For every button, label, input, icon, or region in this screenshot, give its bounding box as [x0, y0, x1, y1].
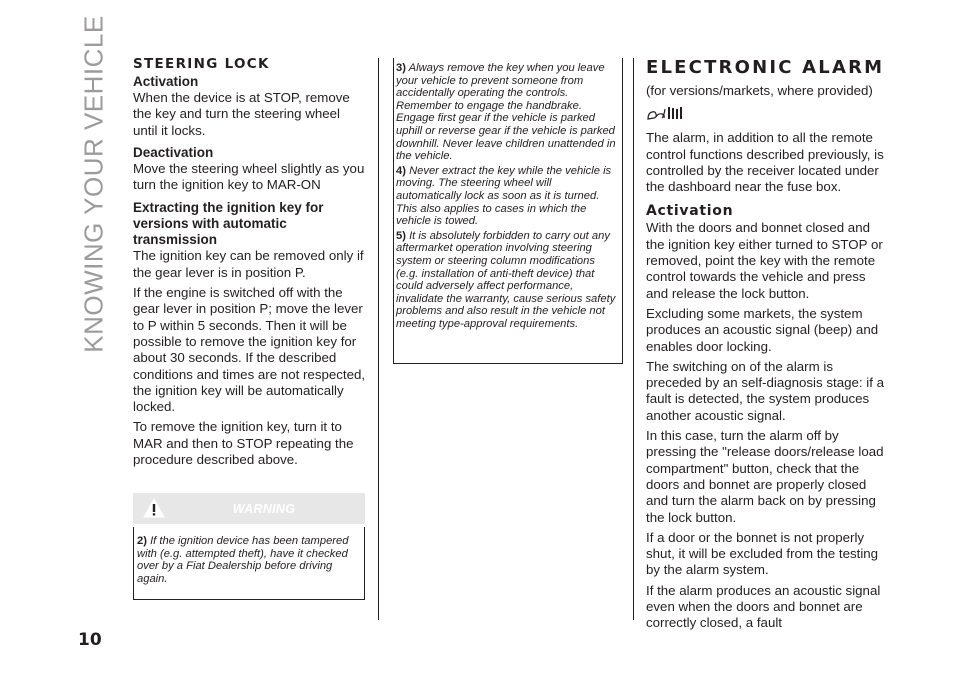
warning-title: WARNING	[232, 502, 296, 516]
warning-header	[133, 493, 365, 524]
note-number: 2)	[137, 535, 147, 547]
electronic-alarm-column	[646, 57, 886, 636]
alarm-sound-icon	[646, 105, 686, 121]
warning-box	[133, 527, 365, 600]
note-number: 4)	[396, 164, 406, 177]
steering-lock-title: STEERING LOCK	[133, 56, 270, 72]
section-title-vertical: KNOWING YOUR VEHICLE	[78, 15, 109, 353]
steering-lock-column	[133, 57, 366, 472]
deactivation-text: Move the steering wheel slightly as you turn the ignition key to MAR-ON	[133, 160, 365, 193]
note-text: Never extract the key while the vehicle is moving. The steering wheel will automatically lock as soon as it is turned. This also applies to cases in which the vehicle is towed.	[396, 164, 612, 228]
paragraph: Excluding some markets, the system produces an acoustic signal (beep) and enables door locking.	[646, 305, 879, 354]
activation-heading: Activation	[133, 74, 199, 89]
notes-column	[393, 60, 621, 332]
paragraph: If the engine is switched off with the gear lever in position P; move the lever to P within 5 seconds. Then it will be possible to remove the ignition key for about 30 seconds. If the described conditions and times are not respected, the ignition key will be automatically locked.	[133, 285, 366, 415]
activation-text: When the device is at STOP, remove the key and turn the steering wheel until it locks.	[133, 90, 350, 138]
electronic-alarm-title: ELECTRONIC ALARM	[646, 57, 885, 78]
paragraph: To remove the ignition key, turn it to MAR and then to STOP repeating the procedure described above.	[133, 419, 354, 468]
page-number: 10	[78, 630, 102, 650]
intro-text: (for versions/markets, where provided)	[646, 83, 873, 98]
note-text: Always remove the key when you leave your vehicle to prevent someone from accidentally operating the controls. Remember to engage the handbrake. Engage first gear if the vehicle is parked uphill or reverse gear if the vehicle is parked downhill. Never leave children unattended in the vehicle.	[396, 62, 616, 163]
warning-note	[137, 535, 361, 585]
deactivation-heading: Deactivation	[133, 144, 214, 160]
paragraph: The switching on of the alarm is preceded by an self-diagnosis stage: if a fault is detected, the system produces another acoustic signal.	[646, 358, 885, 423]
note-item	[396, 62, 617, 163]
note-number: 3)	[396, 62, 406, 74]
note-text: It is absolutely forbidden to carry out any aftermarket operation involving steering system or steering column modifications (e.g. installation of anti-theft device) that could adversely affect performance, invalidate the warranty, cause serious safety problems and also result in the vehicle not meeting type-approval requirements.	[396, 229, 616, 330]
extracting-key-heading: Extracting the ignition key for versions with automatic transmission	[133, 200, 324, 248]
column-divider-1	[378, 58, 379, 620]
note-text: If the ignition device has been tampered with (e.g. attempted theft), have it checked over by a Fiat Dealership before driving again.	[137, 535, 349, 585]
paragraph: The alarm, in addition to all the remote control functions described previously, is controlled by the receiver located under the dashboard near the fuse box.	[646, 130, 884, 195]
paragraph: With the doors and bonnet closed and the ignition key either turned to STOP or removed, point the key with the remote control towards the vehicle and press and release the lock button.	[646, 220, 883, 301]
note-number: 5)	[396, 229, 406, 242]
note-item	[396, 230, 617, 331]
paragraph: The ignition key can be removed only if the gear lever is in position P.	[133, 248, 364, 280]
paragraph: If a door or the bonnet is not properly shut, it will be excluded from the testing by the alarm system.	[646, 529, 879, 578]
alarm-activation-heading: Activation	[646, 203, 734, 220]
paragraph: In this case, turn the alarm off by pressing the "release doors/release load compartment" button, check that the doors and bonnet are properly closed and turn the alarm back on by pressing the lock button.	[646, 428, 884, 525]
section-side-tab	[78, 15, 109, 353]
paragraph: If the alarm produces an acoustic signal even when the doors and bonnet are correctly closed, a fault	[646, 582, 881, 631]
column-divider-2	[633, 58, 634, 620]
note-item	[396, 165, 617, 228]
